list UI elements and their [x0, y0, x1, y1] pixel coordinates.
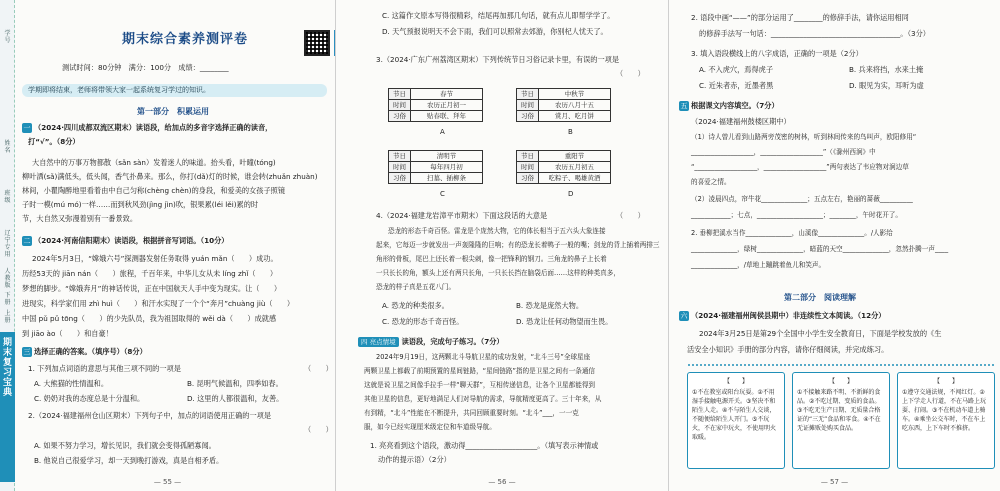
passage-line: 服，如今已经实现厘米级定位和车道级导航。: [364, 423, 496, 431]
question-number: 三: [23, 348, 31, 356]
passage-line: 2024年9月19日，这两颗北斗导航卫星的成功发射，“北斗三号”全球星座: [376, 353, 591, 361]
question-6-heading: 六 （2024·福建福州闽侯县期中）非连续性文本阅读。（12分）: [680, 311, 886, 320]
card-label: D: [568, 190, 574, 198]
passage-line: 其他卫星的信息，更好地满足人们对导航的需求，导航精度更高了。三十年来，从: [364, 395, 602, 403]
safety-box-3: [897, 372, 995, 469]
sub-question: 2.（2024·福建福州仓山区期末）下列句子中，加点的词语使用正确的一项是: [28, 411, 272, 420]
passage-line: 恐龙的样子真是五花八门。: [376, 283, 456, 291]
question-1-heading-cont: 打“√”。（8分）: [28, 137, 80, 146]
festival-card-a: 节日 春节 时间 农历正月初一 习俗 贴春联、拜年: [388, 88, 483, 122]
passage-line: 有到精，“北斗”性能在不断提升，共同回顾重要时刻。“北斗”___，一一克: [364, 409, 579, 417]
margin-label: 班级: [4, 190, 11, 204]
box-body: ①不接触来路不明、不新鲜的食品。②不吃过期、变质的食品。③不吃无生产日期、无质量合格证的“三无”食品和零食。④不在无证摊贩处购买食品。: [797, 389, 881, 432]
question-number: 六: [680, 312, 688, 320]
option-a: A. 恐龙的种类很多。: [382, 301, 449, 310]
festival-card-c: 节日 清明节 时间 每年四月初 习俗 扫墓、插柳条: [388, 150, 483, 184]
box-body: ①不在教室或阳台玩耍。②不用湿手接触电源开关。③坚决不和陌生人走。④不与陌生人交谈，不随便给陌生人开门。⑤不玩火，不在家中玩火，不使用明火取暖。: [692, 389, 777, 441]
question-number: 二: [23, 237, 31, 245]
option-b: B. 兵来将挡，水来土掩: [849, 65, 924, 74]
margin-label: 上册: [4, 310, 11, 324]
option-c: C. 奶奶对我的态度总是十分温和。: [34, 394, 145, 403]
option-d: D. 眼见为实，耳听为虚: [849, 81, 924, 90]
highlight-tag: 四 亮点情境: [358, 337, 399, 347]
paragraph-line: 大自然中的万事万物都散（sǎn sàn）发着迷人的味道。抬头看，叶曈(tóng): [32, 158, 276, 167]
option-c: C. 这篇作文原本写得很精彩，结尾再加那几句话，就有点儿即帮学学了。: [382, 11, 615, 20]
part-heading: 第一部分 积累运用: [137, 107, 209, 116]
notice-banner: 学期即将结束，老师将带领大家一起系统复习学过的知识。: [22, 84, 327, 97]
paragraph-line: 2024年3月25日是第29个全国中小学生安全教育日，下面是学校发放的《生: [699, 329, 942, 338]
answer-paren[interactable]: （ ）: [616, 211, 645, 220]
option-b: B. 昆明气候温和，四季如春。: [187, 379, 283, 388]
option-d: D. 这里的人都很温和，友善。: [187, 394, 284, 403]
fill-line: 2. 垂柳把溪水当作______________，山溪像______________。/人影给: [691, 229, 893, 237]
paragraph-line: 中国 pǔ pǔ tōng（ ）的少先队员，我为祖国取得的 wěi dà（ ）成就感: [22, 314, 277, 323]
box-body: ①遵守交通法规，不闯红灯。②上下学走人行道，不在马路上玩耍、打闹。③不在机动车道上骑车。④乘坐公交车时，不在车上吃东西，上下车时不推挤。: [902, 389, 987, 432]
option-d: D. 恐龙让任何动物望而生畏。: [516, 317, 613, 326]
passage-line: 这就是说卫星之间像手拉手一样“聊天群”，互相传递信息，让各个卫星都能得到: [364, 381, 596, 389]
margin-label: 辽宁专用: [4, 230, 11, 258]
question-5-heading: 五 根据课文内容填空。（7分）: [680, 101, 779, 110]
part-heading: 第二部分 阅读理解: [784, 293, 856, 302]
paragraph-line: 节，大自然又弥漫着别有一番景致。: [22, 214, 138, 223]
fill-line: ______________，绿树______________，暗蓝的天空______________，忽然扑腾一声____: [691, 245, 949, 253]
option-d: D. 天气预报说明天不会下雨，我们可以照常去郊游，你别杞人忧天了。: [382, 27, 608, 36]
exam-meta: 测试时间：80分钟 满分：100分 成绩：________: [62, 63, 229, 72]
page-56: [335, 0, 668, 491]
qr-code-icon[interactable]: [304, 30, 330, 56]
margin-label: 人教版: [4, 268, 11, 289]
margin-label: 下册: [4, 292, 11, 306]
card-label: C: [440, 190, 445, 198]
option-c: C. 恐龙的形态千奇百怪。: [382, 317, 464, 326]
paragraph-line: 到 jiāo ào（ ）和自豪！: [22, 329, 113, 338]
question-number: 一: [23, 124, 31, 132]
margin-label: 学号: [4, 30, 11, 44]
margin-label: 姓名: [4, 140, 11, 154]
passage-line: 两颗卫星上都载了前期预置的星间链路，“星间链路”指的是卫星之间有一条通信: [364, 367, 596, 375]
page-55: [0, 0, 335, 491]
answer-paren[interactable]: （ ）: [304, 425, 333, 434]
option-a: A. 如果不努力学习，增长见识，我们就会变得孤陋寡闻。: [34, 441, 216, 450]
paragraph-line: 林间，小瞿陶醉地里看着由中自己匀称(chèng chèn)的身段，和爱美的女孩子照镜: [22, 186, 286, 195]
paragraph-line: 2024年5月3日，“嫦娥六号”探测器发射任务取得 yuán mǎn（ ）成功。: [32, 254, 278, 263]
paragraph-line: 历经53天的 jiān nán（ ）旅程，千百年来，中华儿女从未 líng zhǐ（ ）: [22, 269, 278, 278]
page-number: — 55 —: [153, 478, 182, 486]
festival-card-d: 节日 重阳节 时间 农历五月初五 习俗 吃粽子、喝雄黄酒: [516, 150, 611, 184]
page-title: 期末综合素养测评卷: [122, 32, 249, 47]
question-4-heading: 四 亮点情境 读语段，完成句子练习。（7分）: [358, 336, 504, 347]
passage-line: 一只长长的角，额头上还有两只长角，一只长长挡在脑袋后面……这样的种类真多，: [376, 269, 620, 277]
sub-question: 1. 下列加点词语的意思与其他三项不同的一项是: [28, 364, 181, 373]
fill-line: ______________，/草地上蹦跳着鱼儿和笑声。: [691, 261, 826, 269]
box-heading[interactable]: 【 】: [723, 378, 748, 385]
sub-question-cont: 动作的提示语）（2分）: [378, 455, 451, 464]
box-heading[interactable]: 【 】: [933, 378, 958, 385]
question-1-heading: 一 （2024·四川成都双流区期末）读语段，给加点的多音字选择正确的读音，: [23, 123, 273, 132]
option-a: A. 不入虎穴，焉得虎子: [699, 65, 774, 74]
card-label: A: [440, 128, 445, 136]
fill-line: 的喜爱之情。: [691, 178, 731, 186]
page-number: — 57 —: [820, 478, 849, 486]
question-number: 五: [680, 102, 688, 110]
box-heading[interactable]: 【 】: [828, 378, 853, 385]
option-c: C. 近朱者赤，近墨者黑: [699, 81, 774, 90]
answer-paren[interactable]: （ ）: [616, 69, 645, 78]
sub-question: 1. 亮亮看到这个语段，激动得____________________。（填写表示神情或: [370, 441, 599, 450]
passage-line: 角形的骨板，尾巴上还长着一根尖刺，像一把锋利的钢刀。三角龙的鼻子上长着: [376, 255, 607, 263]
safety-box-1: [687, 372, 785, 469]
option-b: B. 恐龙是庞然大物。: [516, 301, 584, 310]
passage-line: 起来，它每迈一步就发出一声轰隆隆的巨响；有的恐龙长着鸭子一般的嘴；剑龙的背上插着两排三: [376, 241, 660, 249]
sub-question: 3.（2024·广东广州荔湾区期末）下列传统节日习俗记录卡里，有误的一项是: [376, 55, 620, 64]
option-a: A. 大熊猫的性情温和。: [34, 379, 109, 388]
paragraph-line: 柳叶洒(sǎ)满低头，低头闻，香气扑鼻来。那么，你打(dǎ)灯的时候，谁会转(zhuǎn zhuàn): [22, 172, 318, 181]
sub-question: 3. 填入语段横线上的八字成语，正确的一项是（2分）: [691, 49, 863, 58]
fill-line: ____________；七点，____________________；________，午时花开了。: [691, 211, 902, 219]
fill-line: ___________________，___________________”（《滁州西涧》中: [691, 148, 876, 156]
question-2-heading: 二 （2024·河南信阳期末）读语段，根据拼音写词语。（10分）: [23, 236, 229, 245]
sub-question: 4.（2024·福建龙岩漳平市期末）下面这段话的大意是: [376, 211, 548, 220]
paragraph-line: 子时一模(mú mó)一样……而到秋风劲(jìng jìn)吹，银果累(léi lěi)累的时: [22, 200, 259, 209]
safety-box-2: [792, 372, 890, 469]
festival-card-b: 节日 中秋节 时间 农历八月十五 习俗 赏月、吃月饼: [516, 88, 611, 122]
option-b: B. 他说自己很爱学习，却一天到晚打游戏，真是自相矛盾。: [34, 456, 224, 465]
divider-dots: [687, 364, 995, 366]
sub-question: 2. 语段中画“——”的部分运用了________的修辞手法，请你运用相同: [691, 13, 909, 22]
paragraph-line: 活安全小知识》手册的部分内容，请你仔细阅读，并完成练习。: [687, 345, 889, 354]
paragraph-line: 进现实，科学家们用 zhì huì（ ）和汗水实现了一个个“奔月”chuàng jiù（ ）: [22, 299, 295, 308]
card-label: B: [568, 128, 573, 136]
page-number: — 56 —: [488, 478, 516, 486]
brand-strip: 期末复习宝典: [0, 332, 15, 482]
fill-line: （2）凌晨四点，帘牛花______________；五点左右，艳丽的蔷薇__________: [691, 195, 913, 203]
passage-line: 恐龙的形态千奇百怪。雷龙是个庞然大物，它的体长相当于五六头大象连接: [388, 227, 606, 235]
fill-line: “___________________，___________________”两句表达了韦应物对涧边草: [691, 163, 909, 171]
question-3-heading: 三 选择正确的答案。（填序号）（8分）: [23, 347, 147, 356]
sub-question-cont: 的修辞手法写一句话：____________________________________。（3分）: [699, 29, 930, 38]
fill-line: （1）诗人曾儿看到山路两旁茂密的树林，听到林间传来的鸟叫声，欧阳修用“: [691, 133, 917, 141]
question-source: （2024·福建福州鼓楼区期中）: [691, 117, 791, 126]
paragraph-line: 梦想的脚步。“嫦娥奔月”的神话传说，正在中国航天人手中变为现实。让（ ）: [22, 284, 282, 293]
page-57: [668, 0, 1000, 491]
answer-paren[interactable]: （ ）: [304, 364, 333, 373]
